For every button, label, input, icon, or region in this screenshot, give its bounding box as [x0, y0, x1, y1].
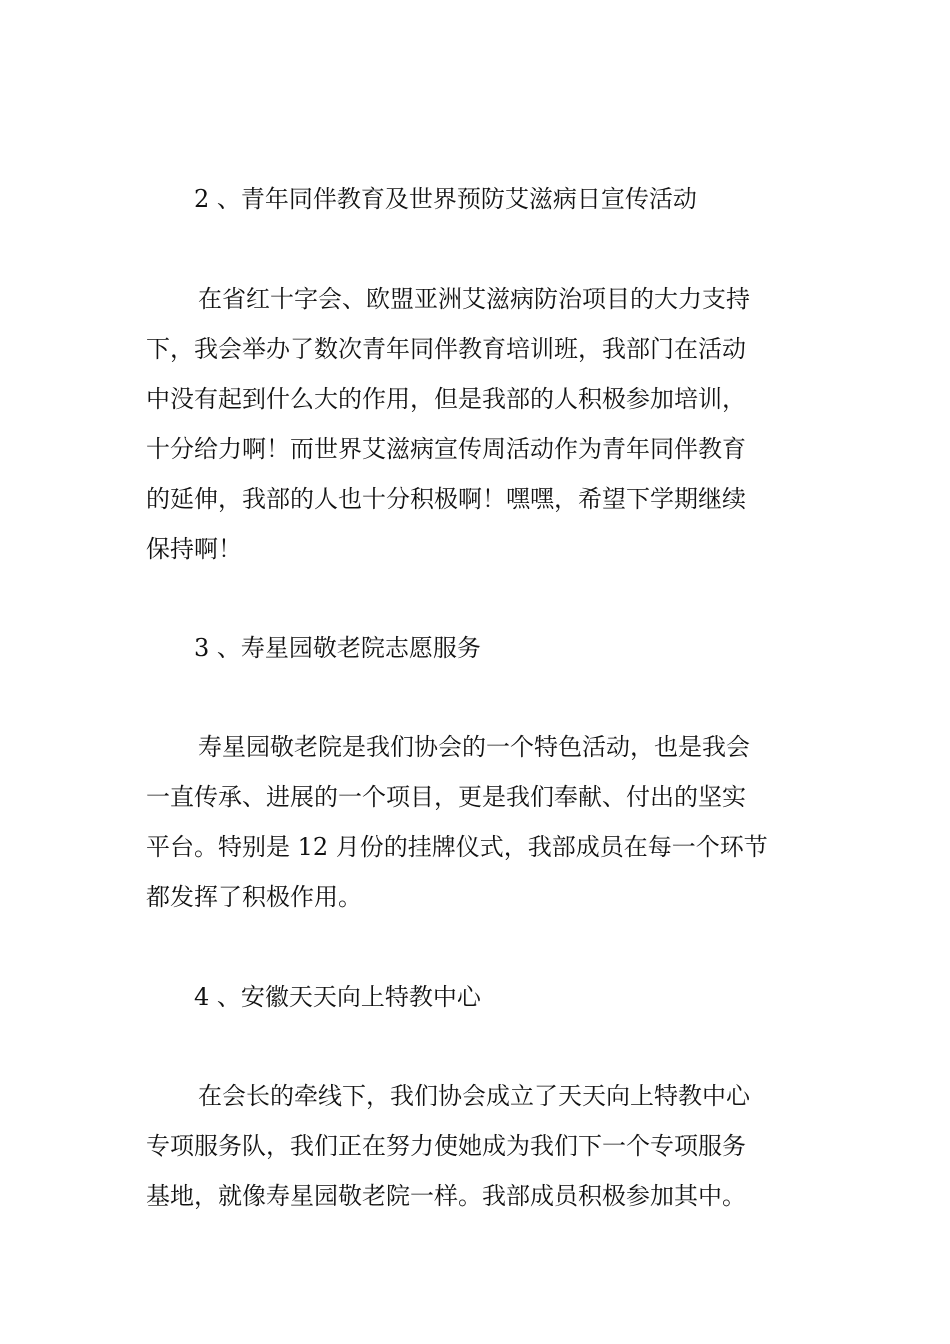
- section-paragraph-3: [146, 722, 808, 922]
- paragraph-line: 的延伸，我部的人也十分积极啊！嘿嘿，希望下学期继续: [146, 485, 746, 513]
- paragraph-line: 十分给力啊！而世界艾滋病宣传周活动作为青年同伴教育: [146, 435, 746, 463]
- section-heading-2: 2 、青年同伴教育及世界预防艾滋病日宣传活动: [194, 185, 697, 213]
- paragraph-line: 平台。特别是 12 月份的挂牌仪式，我部成员在每一个环节: [146, 833, 768, 861]
- section-paragraph-2: [146, 274, 808, 574]
- section-heading-4: 4 、安徽天天向上特教中心: [194, 983, 481, 1011]
- paragraph-line: 寿星园敬老院是我们协会的一个特色活动，也是我会: [198, 733, 750, 761]
- paragraph-line: 基地，就像寿星园敬老院一样。我部成员积极参加其中。: [146, 1182, 746, 1210]
- paragraph-line: 都发挥了积极作用。: [146, 883, 362, 911]
- paragraph-line: 中没有起到什么大的作用，但是我部的人积极参加培训，: [146, 385, 746, 413]
- paragraph-line: 在省红十字会、欧盟亚洲艾滋病防治项目的大力支持: [198, 285, 750, 313]
- paragraph-line: 下，我会举办了数次青年同伴教育培训班，我部门在活动: [146, 335, 746, 363]
- section-paragraph-4: [146, 1071, 808, 1221]
- paragraph-line: 专项服务队，我们正在努力使她成为我们下一个专项服务: [146, 1132, 746, 1160]
- paragraph-line: 在会长的牵线下，我们协会成立了天天向上特教中心: [198, 1082, 750, 1110]
- paragraph-line: 一直传承、进展的一个项目，更是我们奉献、付出的坚实: [146, 783, 746, 811]
- paragraph-line: 保持啊！: [146, 535, 242, 563]
- section-heading-3: 3 、寿星园敬老院志愿服务: [194, 634, 481, 662]
